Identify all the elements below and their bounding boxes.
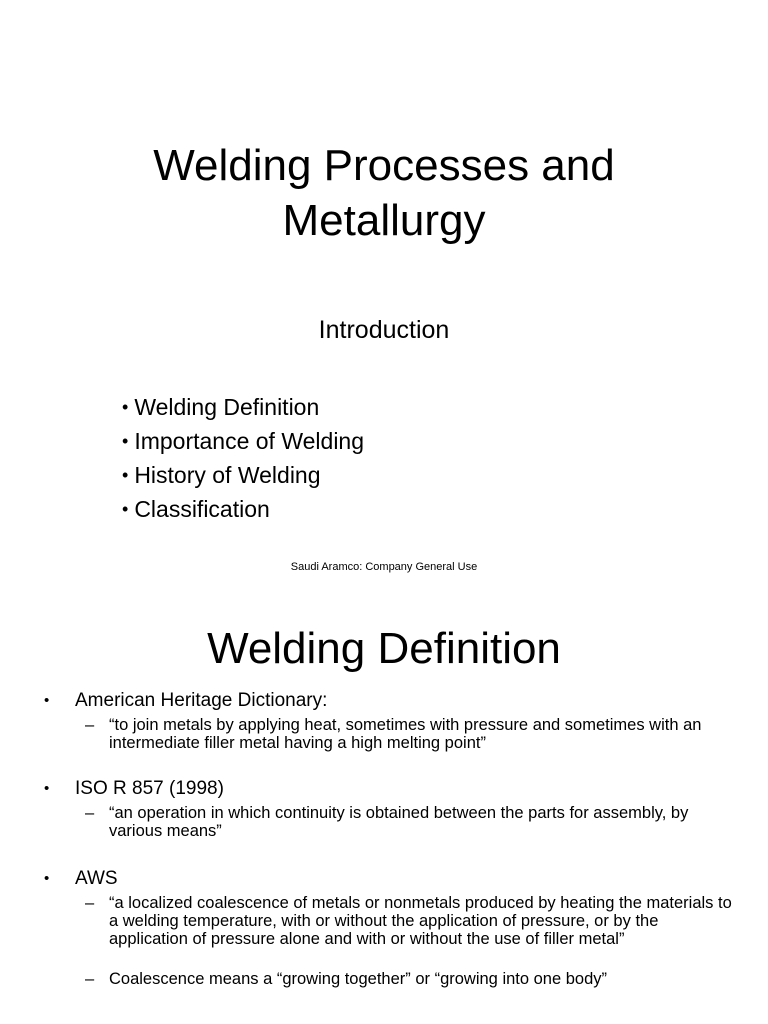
slide-footer: Saudi Aramco: Company General Use bbox=[290, 561, 478, 573]
definition-sublist bbox=[75, 894, 734, 988]
definition-source: ISO R 857 (1998) bbox=[75, 778, 224, 799]
definition-item bbox=[44, 690, 734, 752]
definition-text: – “an operation in which continuity is obtained between the parts for assembly, by various means” bbox=[75, 804, 734, 840]
definition-list bbox=[44, 690, 734, 996]
definition-sublist bbox=[75, 716, 734, 752]
definition-slide bbox=[0, 590, 768, 1024]
topic-list bbox=[122, 392, 364, 528]
definition-text: – “a localized coalescence of metals or nonmetals produced by heating the materials to a welding temperature, with or without the application of pressure, or by the application of pressure alone and with or without the use of filler metal” bbox=[75, 894, 734, 948]
topic-item: • Classification bbox=[122, 494, 364, 528]
definition-item bbox=[44, 868, 734, 988]
subtitle: Introduction bbox=[318, 316, 450, 344]
presentation-title bbox=[0, 138, 768, 248]
definition-text: – Coalescence means a “growing together” or “growing into one body” bbox=[75, 970, 734, 988]
slide-title: Welding Definition bbox=[207, 624, 561, 673]
definition-text: – “to join metals by applying heat, sometimes with pressure and sometimes with an intermediate filler metal having a high melting point” bbox=[75, 716, 734, 752]
definition-source: American Heritage Dictionary: bbox=[75, 690, 328, 711]
definition-item bbox=[44, 778, 734, 840]
title-line-2: Metallurgy bbox=[282, 196, 486, 245]
topic-item: • Welding Definition bbox=[122, 392, 364, 426]
topic-item: • History of Welding bbox=[122, 460, 364, 494]
title-line-1: Welding Processes and bbox=[153, 141, 615, 190]
definition-sublist bbox=[75, 804, 734, 840]
definition-source: AWS bbox=[75, 868, 118, 889]
topic-item: • Importance of Welding bbox=[122, 426, 364, 460]
